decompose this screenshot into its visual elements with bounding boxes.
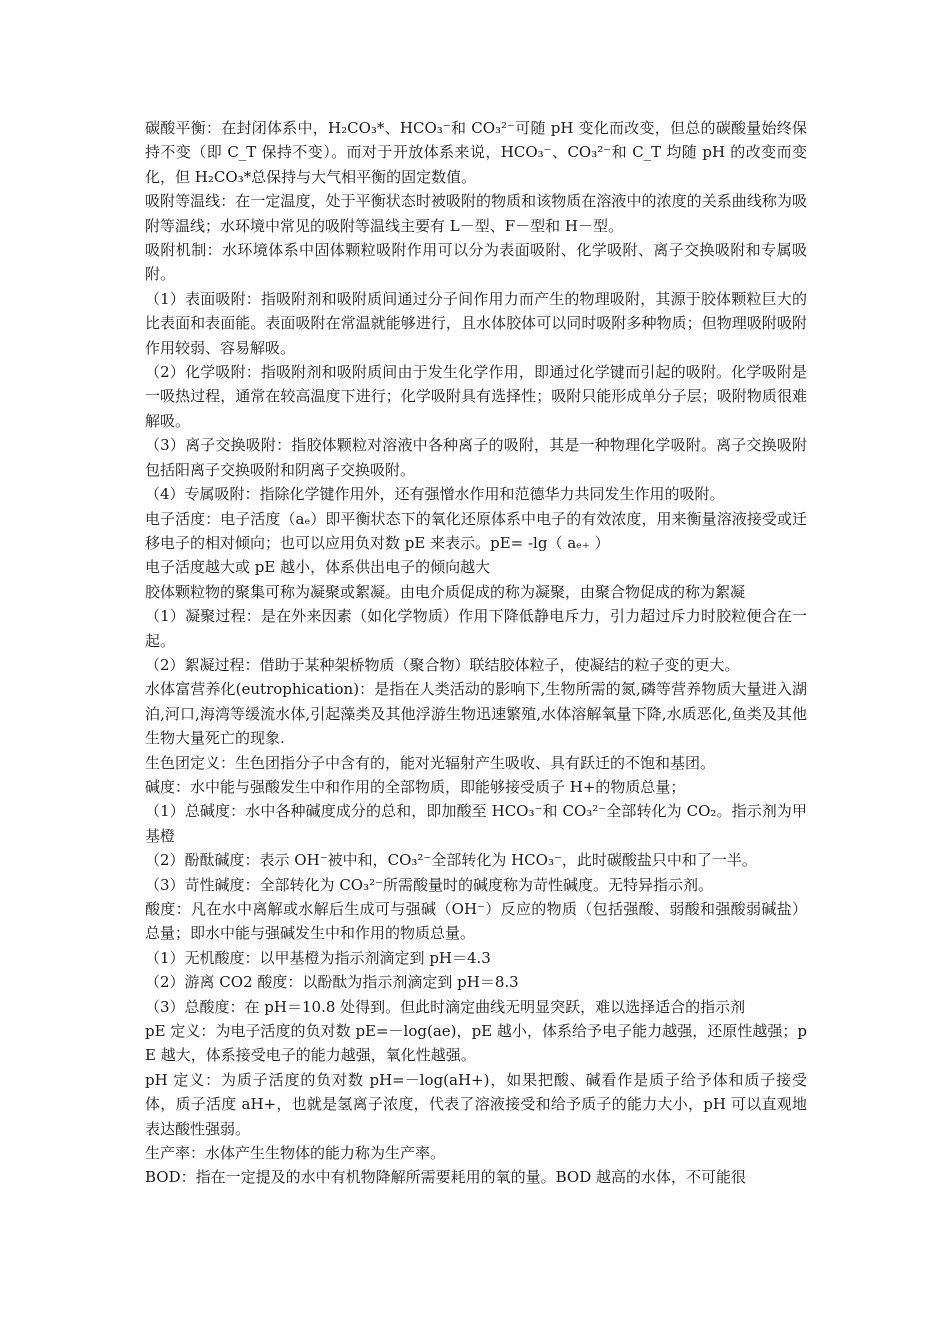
paragraph-flocculation-process: （2）絮凝过程：借助于某种架桥物质（聚合物）联结胶体粒子，使凝结的粒子变的更大。 <box>145 655 740 674</box>
paragraph-acidity: 酸度：凡在水中离解或水解后生成可与强碱（OH⁻）反应的物质（包括强酸、弱酸和强酸弱碱盐）总量；即水中能与强碱发生中和作用的物质总量。 <box>145 900 807 943</box>
paragraph-adsorption-isotherm: 吸附等温线：在一定温度，处于平衡状态时被吸附的物质和该物质在溶液中的浓度的关系曲线称为吸附等温线；水环境中常见的吸附等温线主要有 L－型、F－型和 H－型。 <box>145 192 807 235</box>
paragraph-caustic-alkalinity: （3）苛性碱度：全部转化为 CO₃²⁻所需酸量时的碱度称为苛性碱度。无特异指示剂。 <box>145 875 714 894</box>
paragraph-surface-adsorption: （1）表面吸附：指吸附剂和吸附质间通过分子间作用力而产生的物理吸附，其源于胶体颗粒巨大的比表面和表面能。表面吸附在常温就能够进行，且水体胶体可以同时吸附多种物质；但物理吸附吸附作用较弱、容易解吸。 <box>145 289 807 357</box>
paragraph-carbonate-equilibrium: 碳酸平衡：在封闭体系中，H₂CO₃*、HCO₃⁻和 CO₃²⁻可随 pH 变化而改变，但总的碳酸量始终保持不变（即 C_T 保持不变）。而对于开放体系来说，HCO₃⁻、CO₃²⁻和 C_T 均随 pH 的改变而变化，但 H₂CO₃*总保持与大气相平衡的固定数值。 <box>145 119 807 186</box>
paragraph-ion-exchange-adsorption: （3）离子交换吸附：指胶体颗粒对溶液中各种离子的吸附，其是一种物理化学吸附。离子交换吸附包括阳离子交换吸附和阴离子交换吸附。 <box>145 436 807 479</box>
paragraph-chromophore: 生色团定义：生色团指分子中含有的，能对光辐射产生吸收、具有跃迁的不饱和基团。 <box>145 753 716 772</box>
paragraph-electron-activity-note: 电子活度越大或 pE 越小，体系供出电子的倾向越大 <box>145 558 491 577</box>
paragraph-specific-adsorption: （4）专属吸附：指除化学键作用外，还有强憎水作用和范德华力共同发生作用的吸附。 <box>145 485 725 504</box>
paragraph-chemical-adsorption: （2）化学吸附：指吸附剂和吸附质间由于发生化学作用，即通过化学键而引起的吸附。化学吸附是一吸热过程，通常在较高温度下进行；化学吸附具有选择性；吸附只能形成单分子层；吸附物质很难解吸。 <box>145 363 807 430</box>
paragraph-free-co2-acidity: （2）游离 CO2 酸度：以酚酞为指示剂滴定到 pH＝8.3 <box>145 973 519 992</box>
paragraph-adsorption-mechanism: 吸附机制：水环境体系中固体颗粒吸附作用可以分为表面吸附、化学吸附、离子交换吸附和专属吸附。 <box>145 241 807 284</box>
paragraph-coagulation-process: （1）凝聚过程：是在外来因素（如化学物质）作用下降低静电斥力，引力超过斥力时胶粒便合在一起。 <box>145 607 807 650</box>
paragraph-total-acidity: （3）总酸度：在 pH＝10.8 处得到。但此时滴定曲线无明显突跃，难以选择适合的指示剂 <box>145 997 746 1016</box>
paragraph-pe-definition: pE 定义：为电子活度的负对数 pE=－log(ae)，pE 越小，体系给予电子能力越强，还原性越强；pE 越大，体系接受电子的能力越强，氧化性越强。 <box>145 1022 807 1065</box>
paragraph-alkalinity: 碱度：水中能与强酸发生中和作用的全部物质，即能够接受质子 H+的物质总量； <box>145 777 686 796</box>
paragraph-productivity: 生产率：水体产生生物体的能力称为生产率。 <box>145 1144 446 1163</box>
paragraph-ph-definition: pH 定义：为质子活度的负对数 pH=－log(aH+)，如果把酸、碱看作是质子给予体和质子接受体，质子活度 aH+，也就是氢离子浓度，代表了溶液接受和给予质子的能力大小，pH 可以直观地表达酸性强弱。 <box>145 1070 807 1138</box>
paragraph-mineral-acidity: （1）无机酸度：以甲基橙为指示剂滴定到 pH＝4.3 <box>145 948 491 967</box>
paragraph-electron-activity: 电子活度：电子活度（aₑ）即平衡状态下的氧化还原体系中电子的有效浓度，用来衡量溶液接受或迁移电子的相对倾向；也可以应用负对数 pE 来表示。pE= -lg（ aₑ₊ ） <box>145 509 807 552</box>
paragraph-total-alkalinity: （1）总碱度：水中各种碱度成分的总和，即加酸至 HCO₃⁻和 CO₃²⁻全部转化为 CO₂。指示剂为甲基橙 <box>145 802 807 845</box>
paragraph-eutrophication: 水体富营养化(eutrophication)：是指在人类活动的影响下,生物所需的氮,磷等营养物质大量进入湖泊,河口,海湾等缓流水体,引起藻类及其他浮游生物迅速繁殖,水体溶解氧量下降,水质恶化,鱼类及其他生物大量死亡的现象. <box>145 680 807 748</box>
paragraph-phenolphthalein-alkalinity: （2）酚酞碱度：表示 OH⁻被中和，CO₃²⁻全部转化为 HCO₃⁻，此时碳酸盐只中和了一半。 <box>145 851 757 870</box>
document-body <box>145 116 807 1190</box>
paragraph-coagulation-flocculation: 胶体颗粒物的聚集可称为凝聚或絮凝。由电介质促成的称为凝聚，由聚合物促成的称为絮凝 <box>145 582 746 601</box>
paragraph-bod: BOD：指在一定提及的水中有机物降解所需要耗用的氧的量。BOD 越高的水体，不可能很 <box>145 1168 747 1187</box>
